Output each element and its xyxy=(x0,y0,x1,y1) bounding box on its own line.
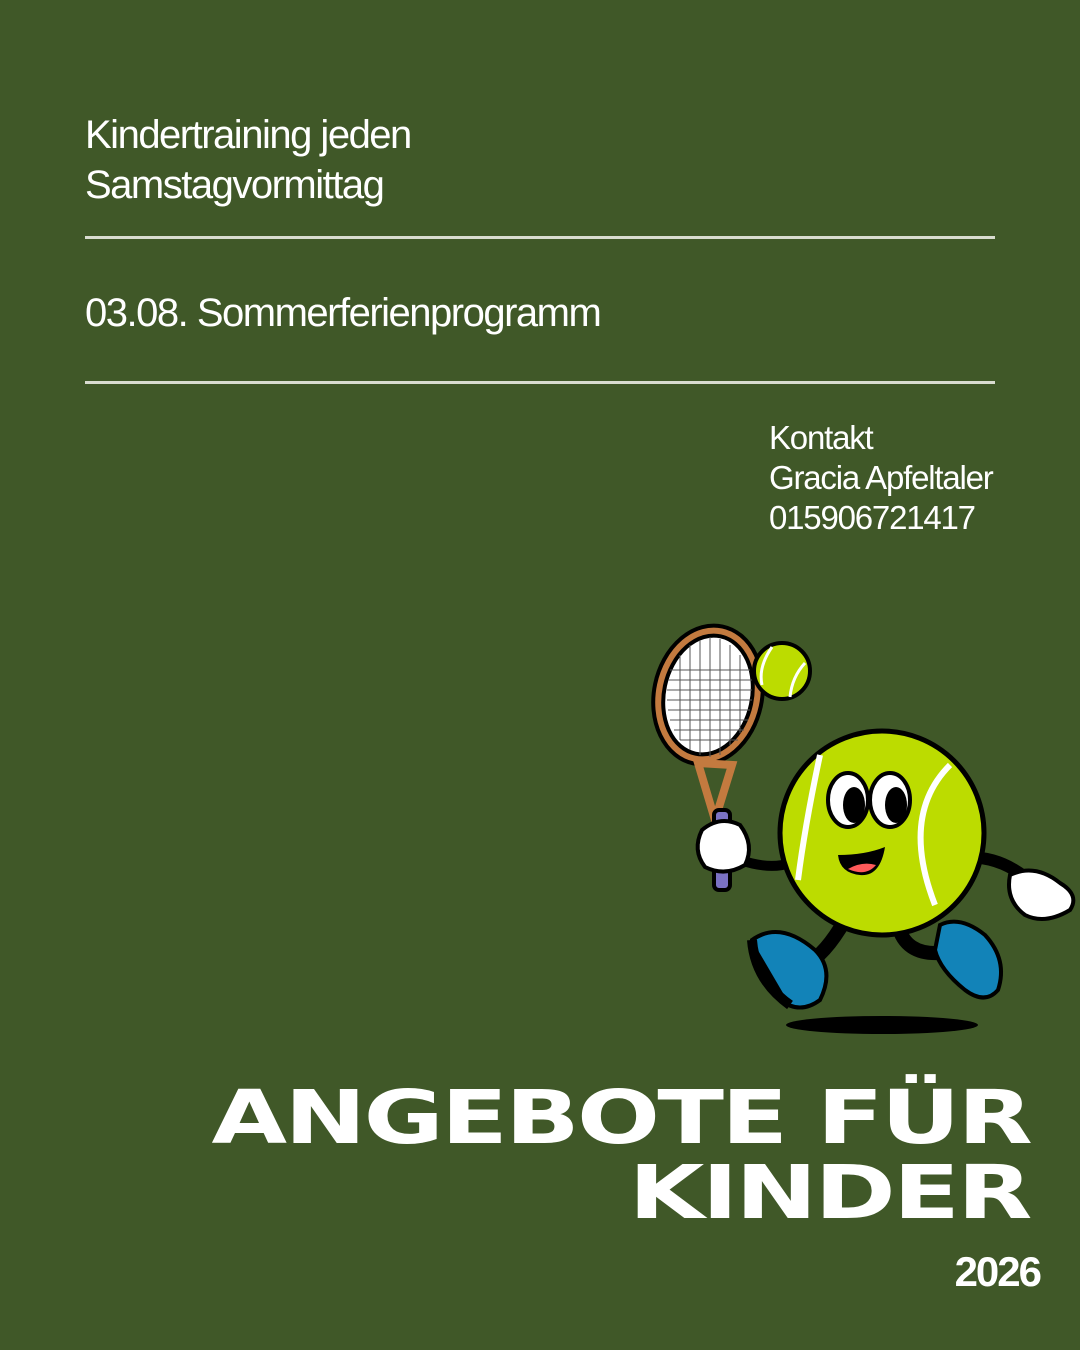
training-line-2: Samstagvormittag xyxy=(85,163,384,207)
contact-name: Gracia Apfeltaler xyxy=(769,459,993,496)
summer-program-info: 03.08. Sommerferienprogramm xyxy=(85,291,601,335)
tennis-ball-mascot-illustration xyxy=(640,615,1080,1040)
contact-label: Kontakt xyxy=(769,419,873,456)
training-line-1: Kindertraining jeden xyxy=(85,113,411,157)
year-label: 2026 xyxy=(954,1248,1040,1295)
contact-block xyxy=(769,418,993,538)
headline-line-2: KINDER xyxy=(629,1150,1030,1236)
divider xyxy=(85,381,995,384)
headline-line-1: ANGEBOTE FÜR xyxy=(211,1075,1030,1161)
contact-phone: 015906721417 xyxy=(769,499,975,536)
training-info xyxy=(85,110,411,210)
divider xyxy=(85,236,995,239)
